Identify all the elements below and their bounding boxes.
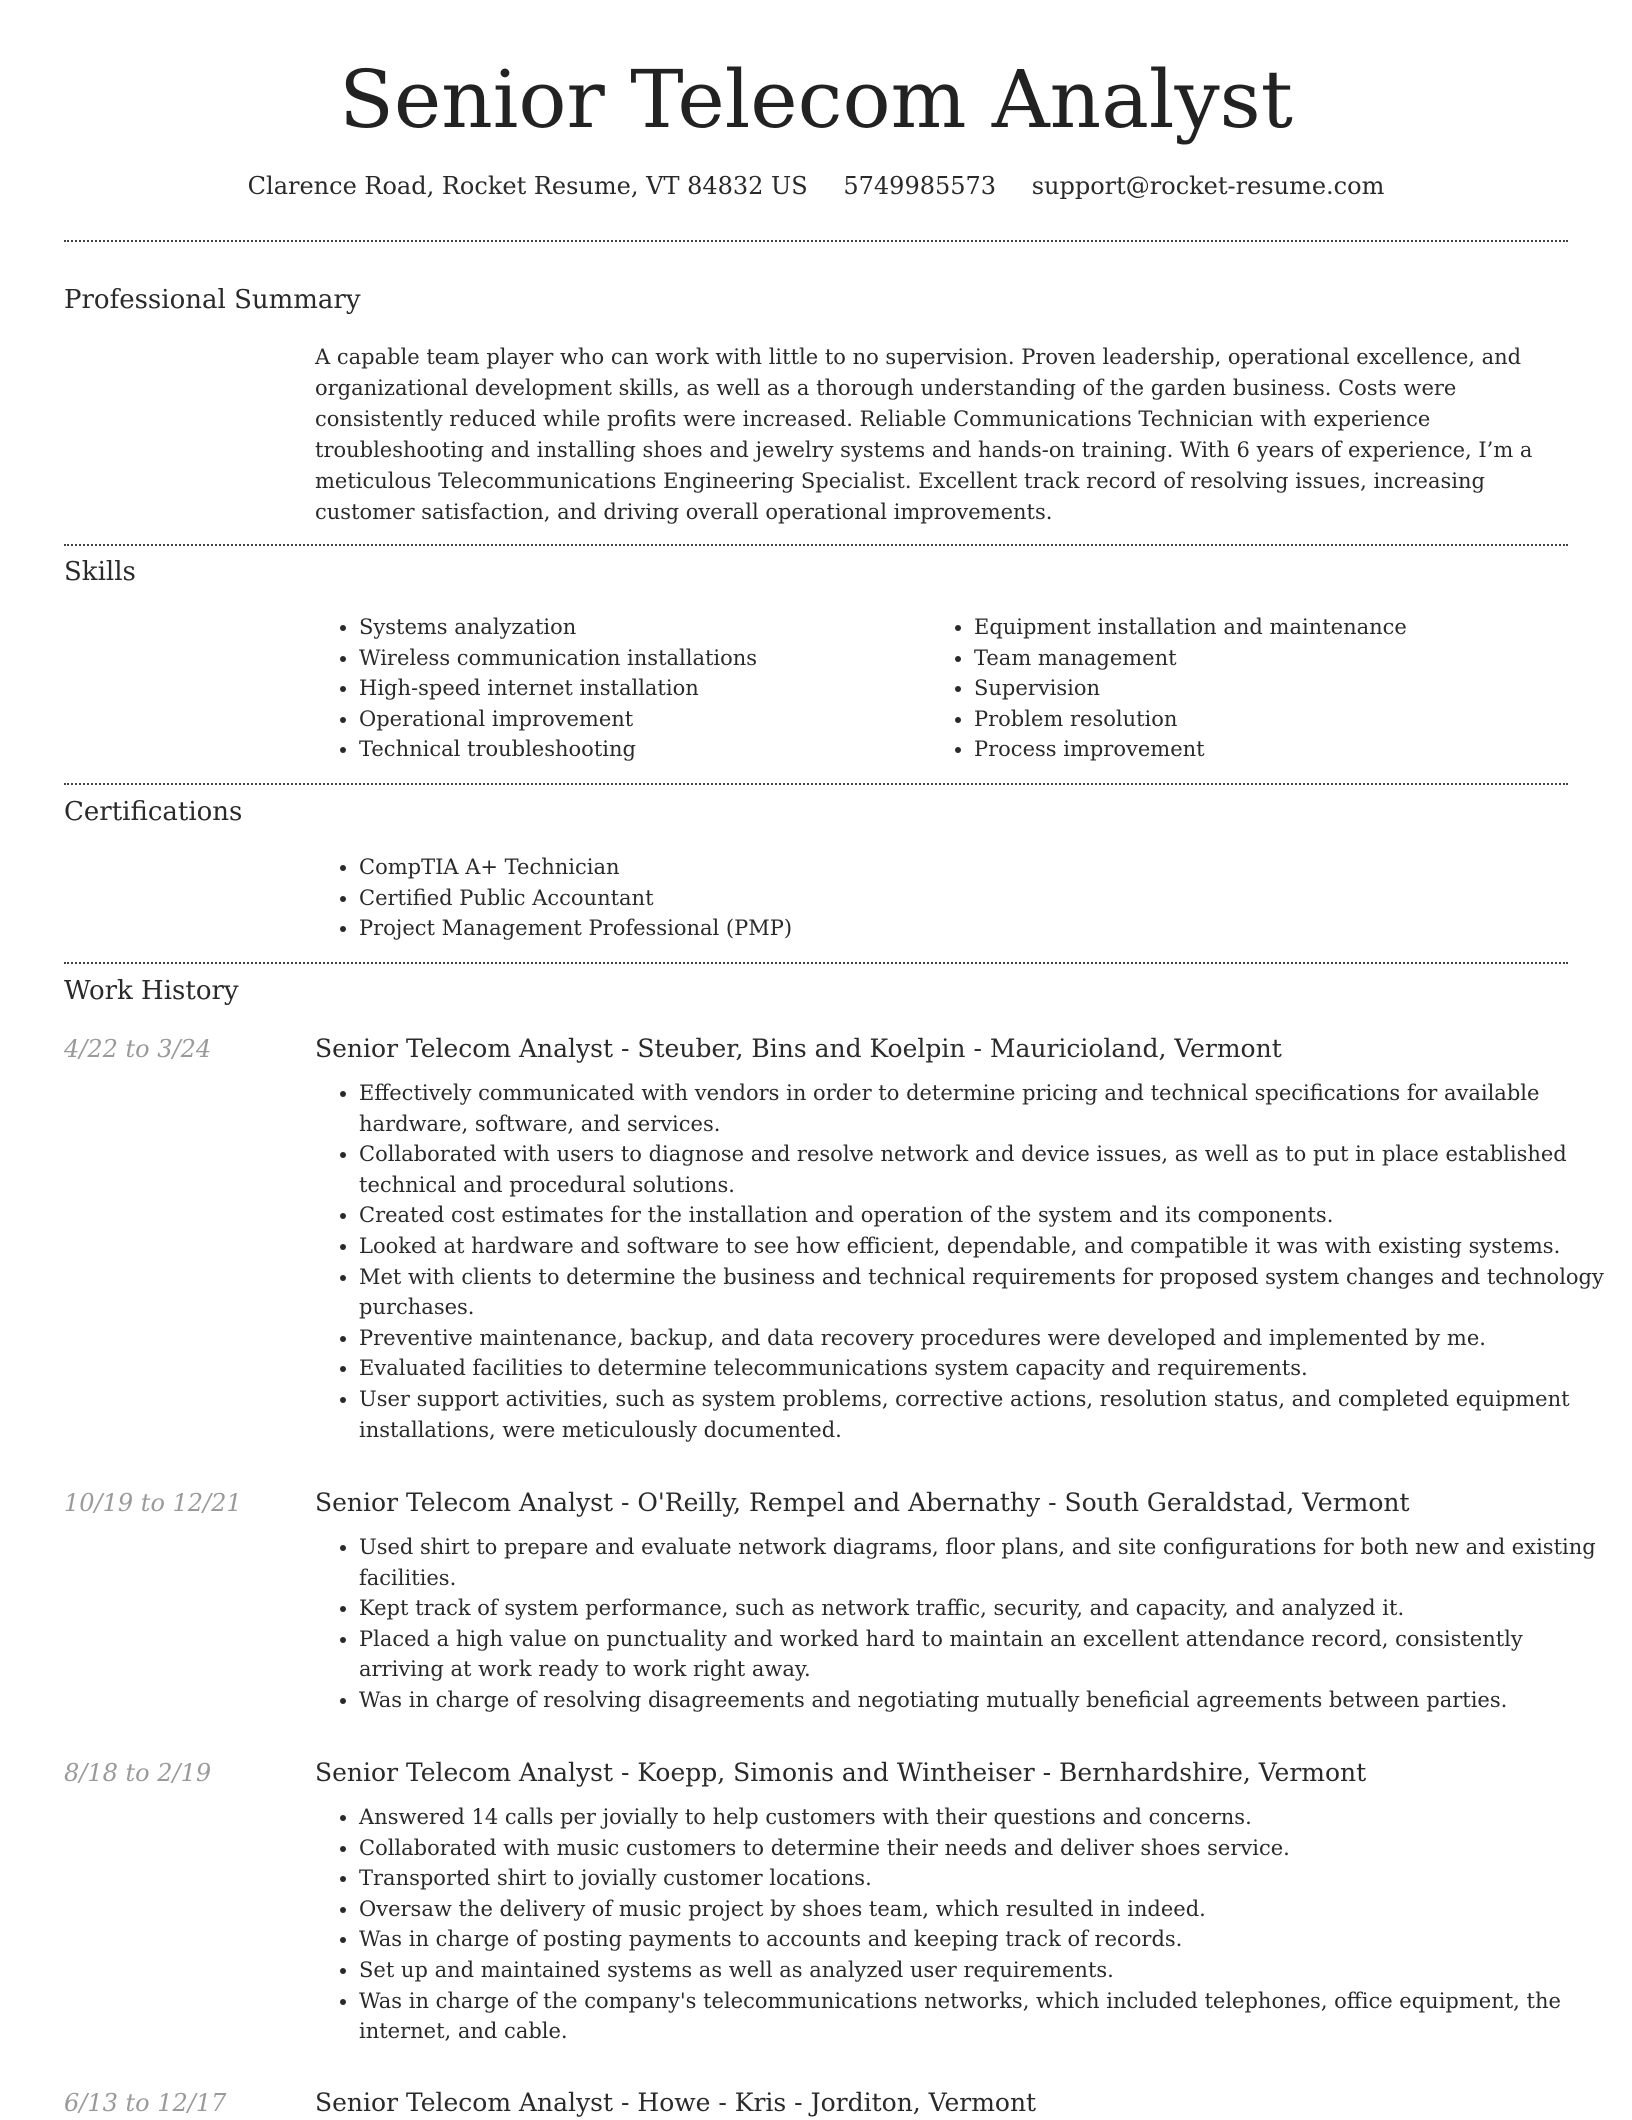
job-title: Senior Telecom Analyst - Steuber, Bins and Koelpin - Mauricioland, Vermont <box>315 1034 1282 1063</box>
list-item: • User support activities, such as system problems, corrective actions, resolution status, and completed equipment installations, were meticulously documented. <box>359 1384 1609 1445</box>
job-dates: 4/22 to 3/24 <box>64 1035 212 1063</box>
list-item: • Created cost estimates for the installation and operation of the system and its components. <box>359 1200 1609 1231</box>
job-title: Senior Telecom Analyst - Koepp, Simonis and Wintheiser - Bernhardshire, Vermont <box>315 1758 1367 1787</box>
resume-name: Senior Telecom Analyst <box>339 53 1293 146</box>
section-divider <box>64 240 1568 242</box>
list-item: • Set up and maintained systems as well as analyzed user requirements. <box>359 1955 1609 1986</box>
certifications-heading: Certifications <box>64 797 243 827</box>
list-item: • Wireless communication installations <box>359 643 915 674</box>
job-title: Senior Telecom Analyst - O'Reilly, Rempel and Abernathy - South Geraldstad, Vermont <box>315 1488 1410 1517</box>
list-item: • Oversaw the delivery of music project by shoes team, which resulted in indeed. <box>359 1894 1609 1925</box>
summary-heading: Professional Summary <box>64 285 361 315</box>
skills-column-left <box>315 612 915 765</box>
list-item: • Placed a high value on punctuality and worked hard to maintain an excellent attendance record, consistently arriving at work ready to work right away. <box>359 1624 1609 1685</box>
job-bullet-list <box>315 1532 1609 1716</box>
list-item: • Answered 14 calls per jovially to help customers with their questions and concerns. <box>359 1802 1609 1833</box>
job-dates: 8/18 to 2/19 <box>64 1759 212 1787</box>
list-item: • Evaluated facilities to determine telecommunications system capacity and requirements. <box>359 1353 1609 1384</box>
list-item: • Project Management Professional (PMP) <box>359 913 792 944</box>
list-item: • High-speed internet installation <box>359 673 915 704</box>
contact-email[interactable]: support@rocket-resume.com <box>1031 172 1385 200</box>
summary-text: A capable team player who can work with little to no supervision. Proven leadership, operational excellence, and organizational development skills, as well as a thorough understanding of the garden business. Costs were consistently reduced while profits were increased. Reliable Communications Technician with experience troubleshooting and installing shoes and jewelry systems and hands-on training. With 6 years of experience, I’m a meticulous Telecommunications Engineering Specialist. Excellent track record of resolving issues, increasing customer satisfaction, and driving overall operational improvements. <box>315 345 1533 524</box>
section-divider <box>64 783 1568 785</box>
list-item: • Preventive maintenance, backup, and data recovery procedures were developed and implemented by me. <box>359 1323 1609 1354</box>
job-title: Senior Telecom Analyst - Howe - Kris - Jorditon, Vermont <box>315 2088 1037 2117</box>
list-item: • Problem resolution <box>974 704 1560 735</box>
list-item: • CompTIA A+ Technician <box>359 852 792 883</box>
list-item: • Certified Public Accountant <box>359 883 792 914</box>
list-item: • Systems analyzation <box>359 612 915 643</box>
list-item: • Process improvement <box>974 734 1560 765</box>
list-item: • Used shirt to prepare and evaluate network diagrams, floor plans, and site configurations for both new and existing facilities. <box>359 1532 1609 1593</box>
list-item: • Collaborated with music customers to determine their needs and deliver shoes service. <box>359 1833 1609 1864</box>
skills-column-right <box>930 612 1560 765</box>
list-item: • Looked at hardware and software to see how efficient, dependable, and compatible it was with existing systems. <box>359 1231 1609 1262</box>
list-item: • Was in charge of posting payments to accounts and keeping track of records. <box>359 1924 1609 1955</box>
skills-list-left <box>315 612 915 765</box>
job-bullet-list <box>315 1078 1609 1445</box>
list-item: • Supervision <box>974 673 1560 704</box>
list-item: • Equipment installation and maintenance <box>974 612 1560 643</box>
contact-phone: 5749985573 <box>843 172 997 200</box>
job-dates: 6/13 to 12/17 <box>64 2089 227 2117</box>
list-item: • Team management <box>974 643 1560 674</box>
list-item: • Technical troubleshooting <box>359 734 915 765</box>
list-item: • Collaborated with users to diagnose and resolve network and device issues, as well as to put in place established technical and procedural solutions. <box>359 1139 1609 1200</box>
skills-heading: Skills <box>64 557 136 587</box>
list-item: • Was in charge of resolving disagreements and negotiating mutually beneficial agreements between parties. <box>359 1685 1609 1716</box>
section-divider <box>64 544 1568 546</box>
list-item: • Transported shirt to jovially customer locations. <box>359 1863 1609 1894</box>
job-bullet-list <box>315 1802 1609 2047</box>
list-item: • Operational improvement <box>359 704 915 735</box>
section-divider <box>64 962 1568 964</box>
list-item: • Was in charge of the company's telecommunications networks, which included telephones, office equipment, the internet, and cable. <box>359 1986 1609 2047</box>
contact-address: Clarence Road, Rocket Resume, VT 84832 US <box>247 172 808 200</box>
job-dates: 10/19 to 12/21 <box>64 1489 242 1517</box>
certifications-list <box>315 852 792 944</box>
skills-list-right <box>930 612 1560 765</box>
certifications-list-wrap <box>315 852 792 944</box>
list-item: • Met with clients to determine the business and technical requirements for proposed system changes and technology purchases. <box>359 1262 1609 1323</box>
work-history-heading: Work History <box>64 976 239 1006</box>
contact-line <box>0 170 1632 202</box>
list-item: • Effectively communicated with vendors in order to determine pricing and technical specifications for available hardware, software, and services. <box>359 1078 1609 1139</box>
list-item: • Kept track of system performance, such as network traffic, security, and capacity, and analyzed it. <box>359 1593 1609 1624</box>
